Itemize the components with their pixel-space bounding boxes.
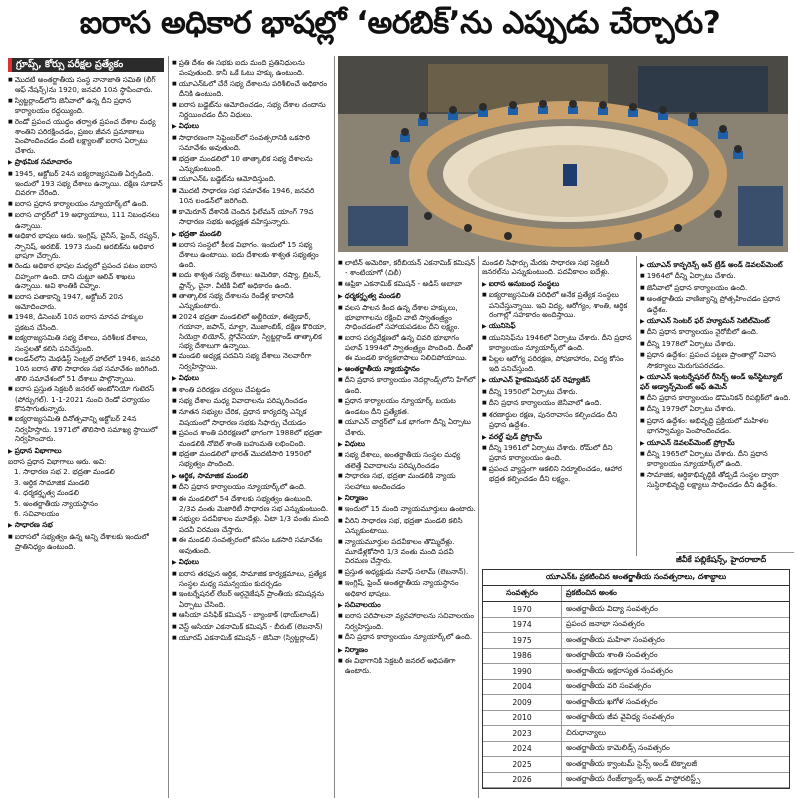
paragraph: ■ ఆఫ్రికా ఎకనామిక్ కమిషన్ - అడిస్ అబాబా [338, 279, 476, 289]
paragraph: ■ ఐక్యరాజ్యసమితి సభ్య దేశాలు, పరిశీలక దేశాలు, సంస్థలతో కలిసి పనిచేస్తుంది. [8, 333, 164, 353]
subheading: ▶ అంతర్జాతీయ న్యాయస్థానం [338, 364, 476, 374]
table-cell-year: 2024 [483, 741, 562, 757]
column-5 [640, 258, 792, 550]
paragraph: ■ సభ్యుల పదవీకాలం మూడేళ్లు. ఏటా 1/3 వంతు మంది పదవీ విరమణ చేస్తారు. [172, 514, 330, 534]
column-rule [636, 256, 637, 556]
paragraph: ■ ఇంటర్నేషనల్ లేబర్ ఆర్గనైజేషన్ ప్రాంతీయ కమిషన్లను ఏర్పాటు చేసింది. [172, 589, 330, 609]
table-row [483, 648, 789, 664]
subheading: ▶ యునిసెఫ్ [482, 321, 632, 331]
table-row [483, 617, 789, 633]
paragraph: ■ సభ్య దేశాలు, అంతర్జాతీయ సంస్థల మధ్య తలెత్తే వివాదాలను పరిష్కరించడం [338, 450, 476, 470]
paragraph: ■ దీని ప్రధాన కార్యాలయం న్యూయార్క్‌లో ఉంది. [172, 482, 330, 492]
table-cell-year: 2004 [483, 679, 562, 695]
paragraph: ■ 1945, అక్టోబర్ 24న ఐక్యరాజ్యసమితి ఏర్పడింది. ఇందులో 193 సభ్య దేశాలు ఉన్నాయి. దక్షిణ సూడాన్ చివరగా చేరింది. [8, 169, 164, 198]
table-cell-theme: అంతర్జాతీయ క్వాంటమ్ సైన్స్ అండ్ టెక్నాలజీ [562, 757, 790, 773]
paragraph: ■ ఈ మండలిలో 54 దేశాలకు సభ్యత్వం ఉంటుంది. 2/3వ వంతు మెజారిటీ సాధారణ సభ ఎన్నుకుంటుంది. [172, 494, 330, 514]
table-cell-year: 1990 [483, 664, 562, 680]
table-header-year: సంవత్సరం [483, 586, 562, 602]
table-row [483, 679, 789, 695]
paragraph: ■ సాధారణ సభ, భద్రతా మండలికి న్యాయ సలహాలు అందించడం [338, 471, 476, 491]
column-rule [168, 56, 169, 798]
subheading: ▶ ధర్మకర్తృత్వ మండలి [338, 291, 476, 301]
paragraph: ■ జెనీవాలో ప్రధాన కార్యాలయం ఉంది. [640, 283, 792, 293]
paragraph: ■ సాధారణంగా సెప్టెంబర్‌లో సంవత్సరానికి ఒకసారి సమావేశం అవుతుంది. [172, 133, 330, 153]
table-row [483, 757, 789, 773]
paragraph: ■ ఐరాస సంస్థలో కీలక విభాగం. ఇందులో 15 సభ్య దేశాలు ఉంటాయి. ఐదు దేశాలకు శాశ్వత సభ్యత్వం ఉంది. [172, 240, 330, 269]
paragraph: ■ ఐరాస చార్టర్‌లో 19 అధ్యాయాలు, 111 నిబంధనలు ఉన్నాయి. [8, 210, 164, 230]
paragraph: ■ శాంతి పరిరక్షణ చర్యలు చేపట్టడం [172, 385, 330, 395]
paragraph: ■ అంతర్జాతీయ వాణిజ్యాన్ని ప్రోత్సహించడం ప్రధాన ఉద్దేశం. [640, 294, 792, 314]
table-row [483, 695, 789, 711]
paragraph: ■ దీని ప్రధాన కార్యాలయం నైరోబీలో ఉంది. [640, 327, 792, 337]
paragraph: ■ ఐదు శాశ్వత సభ్య దేశాలు: అమెరికా, రష్యా, బ్రిటన్, ఫ్రాన్స్, చైనా. వీటికి వీటో అధికారం ఉంది. [172, 270, 330, 290]
paragraph: ■ ప్రధాన ఉద్దేశం: అభివృద్ధి ప్రక్రియలో మహిళల భాగస్వామ్యం పెంపొందించడం. [640, 416, 792, 436]
paragraph: ■ సామాజిక, ఆర్థికాభివృద్ధికి తోడ్పడే సంస్థల ద్వారా సుస్థిరాభివృద్ధి లక్ష్యాలు సాధించడం దీని ఉద్దేశం. [640, 470, 792, 490]
paragraph: ■ స్విట్జర్లాండ్‌లోని జెనీవాలో ఉన్న దీని ప్రధాన కార్యాలయం రద్దయ్యింది. [8, 96, 164, 116]
subheading: ▶ విధులు [172, 373, 330, 383]
paragraph: ■ వలస పాలన కింద ఉన్న దేశాల హక్కులు, భూభాగాలను రక్షించి వాటి స్వాతంత్ర్యం సాధించడంలో సహాయపడటం దీని లక్ష్యం. [338, 303, 476, 332]
paragraph: ■ ఐక్యరాజ్యసమితి దినోత్సవాన్ని అక్టోబర్ 24న నిర్వహిస్తారు. 1971లో తొలిసారి సమాఖ్య స్థాయిలో నిర్వహించారు. [8, 414, 164, 443]
paragraph: 5. అంతర్జాతీయ న్యాయస్థానం [14, 498, 98, 508]
paragraph: 1. సాధారణ సభ 2. భద్రతా మండలి [14, 467, 115, 477]
table-cell-theme: అంతర్జాతీయ అక్షరాస్యత సంవత్సరం [562, 664, 790, 680]
table-row [483, 664, 789, 680]
paragraph: ■ యూఎన్ఓ బడ్జెట్‌ను ఆమోదిస్తుంది. [172, 174, 330, 184]
paragraph: ■ దీని ప్రధాన కార్యాలయం డొమినికన్ రిపబ్లిక్‌లో ఉంది. [640, 393, 792, 403]
paragraph: ■ ప్రధాన ఉద్దేశం: ప్రపంచ పట్టణ ప్రాంతాల్లో నివాస సౌకర్యాలు మెరుగుపరచడం. [640, 350, 792, 370]
subheading: ▶ యూఎన్ కాన్ఫరెన్స్ ఆన్ ట్రేడ్ అండ్ డెవలప్‌మెంట్ [640, 260, 792, 270]
table-row [483, 741, 789, 757]
subheading: ▶ వరల్డ్ ఫుడ్ ప్రోగ్రామ్ [482, 432, 632, 442]
table-cell-year: 2009 [483, 695, 562, 711]
paragraph: ■ దీని ప్రధాన కార్యాలయం న్యూయార్క్‌లో ఉంది. [338, 632, 476, 642]
paragraph: ■ నూతన సభ్యుల చేరిక, ప్రధాన కార్యదర్శి ఎన్నిక విషయంలో సాధారణ సభకు సిఫార్సు చేయడం [172, 407, 330, 427]
table-cell-year: 2023 [483, 726, 562, 742]
subheading: ▶ యూఎన్ సెంటర్ ఫర్ హ్యూమన్ సెటిల్‌మెంట్ [640, 316, 792, 326]
paragraph: ■ ఐరాసలో సభ్యత్వం ఉన్న అన్ని దేశాలకు ఇందులో ప్రాతినిధ్యం ఉంటుంది. [8, 532, 164, 552]
paragraph: ■ మండలి అధ్యక్ష పదవిని సభ్య దేశాలు నెలవారీగా నిర్వహిస్తాయి. [172, 351, 330, 371]
table-cell-theme: చిరుధాన్యాలు [562, 726, 790, 742]
paragraph: ■ రెండో ప్రపంచ యుద్ధం తర్వాత ప్రపంచ దేశాల మధ్య శాంతిని పరిరక్షించడం, ప్రజల జీవన ప్రమాణాలు పెంపొందించడం వంటి లక్ష్యాలతో ఐరాస ఏర్పాటు చేశారు. [8, 117, 164, 156]
table-cell-theme: అంతర్జాతీయ జీవ వైవిధ్య సంవత్సరం [562, 710, 790, 726]
international-years-table [482, 569, 790, 789]
table-cell-year: 2026 [483, 772, 562, 788]
table-cell-year: 2025 [483, 757, 562, 773]
paragraph: ■ దీని ప్రధాన కార్యాలయం నెదర్లాండ్స్‌లోని హేగ్‌లో ఉంది. [338, 375, 476, 395]
table-cell-theme: అంతర్జాతీయ వరి సంవత్సరం [562, 679, 790, 695]
paragraph: ■ దీన్ని 1961లో ఏర్పాటు చేశారు. రోమ్‌లో దీని ప్రధాన కార్యాలయం ఉంది. [482, 443, 632, 463]
subheading: ▶ యూఎన్ ఇంటర్నేషనల్ రీసెర్చ్ అండ్ ఇన్‌స్టిట్యూట్ ఫర్ అడ్వాన్స్‌మెంట్ ఆఫ్ ఉమెన్ [640, 372, 792, 392]
table-caption: యూఎన్ఓ ప్రకటించిన అంతర్జాతీయ సంవత్సరాలు, దశాబ్దాలు [483, 570, 789, 586]
table-cell-theme: అంతర్జాతీయ ఖగోళ సంవత్సరం [562, 695, 790, 711]
table-row [483, 710, 789, 726]
subheading: ▶ సచివాలయం [338, 600, 476, 610]
subheading: ▶ నిర్మాణం [338, 493, 476, 503]
paragraph: ■ భద్రతా మండలిలో భారత్ మొదటిసారి 1950లో సభ్యత్వం పొందింది. [172, 449, 330, 469]
paragraph: ■ రెండు అధికార భాషల మధ్యలో ప్రపంచ పటం ఐరాస చిహ్నంగా ఉంది. దాని చుట్టూ ఆలివ్ శాఖలు ఉన్నాయి. అవి శాంతికి చిహ్నం. [8, 261, 164, 290]
table-cell-theme: అంతర్జాతీయ శాంతి సంవత్సరం [562, 648, 790, 664]
table-cell-year: 1970 [483, 602, 562, 618]
table-row [483, 772, 789, 788]
subheading: ▶ యూఎన్ డెవలప్‌మెంట్ ప్రోగ్రామ్ [640, 438, 792, 448]
paragraph: ■ ప్రపంచ వ్యాప్తంగా ఆకలిని నిర్మూలించడం, ఆహార భద్రత కల్పించడం దీని లక్ష్యం. [482, 464, 632, 484]
paragraph: ■ ఇంగ్లిష్, ఫ్రెంచ్ అంతర్జాతీయ న్యాయస్థానం అధికార భాషలు. [338, 578, 476, 598]
paragraph: ఐరాస ప్రధాన విభాగాలు ఆరు. అవి: [8, 457, 107, 467]
paragraph: ■ యూరప్ ఎకనామిక్ కమిషన్ - జెనీవా (స్విట్జర్లాండ్) [172, 633, 330, 643]
paragraph: ■ వీరిని సాధారణ సభ, భద్రతా మండలి కలిసి ఎన్నుకుంటాయి. [338, 516, 476, 536]
subheading: ▶ ప్రధాన విభాగాలు [8, 446, 164, 456]
paragraph: ■ దీన్ని 1978లో ఏర్పాటు చేశారు. [640, 339, 792, 349]
paragraph: ■ యూఎన్ చార్టర్‌లో ఒక భాగంగా దీన్ని ఏర్పాటు చేశారు. [338, 417, 476, 437]
paragraph: 3. ఆర్థిక సామాజిక మండలి [14, 477, 90, 487]
subheading: ▶ యూఎన్ హైకమిషనర్ ఫర్ రెఫ్యూజీస్ [482, 375, 632, 385]
paragraph: ■ 1964లో దీన్ని ఏర్పాటు చేశారు. [640, 271, 792, 281]
subheading: ▶ భద్రతా మండలి [172, 229, 330, 239]
paragraph: ■ ఐరాస తరఫున ఆర్థిక, సామాజిక కార్యక్రమాలు, ప్రత్యేక సంస్థల మధ్య సమన్వయం కుదర్చడం [172, 569, 330, 589]
paragraph: ■ న్యాయమూర్తుల పదవీకాలం తొమ్మిదేళ్లు. మూడేళ్లకోసారి 1/3 వంతు మంది పదవీ విరమణ చేస్తారు. [338, 537, 476, 566]
column-rule [478, 256, 479, 798]
table-header-theme: ప్రకటించిన అంశం [562, 586, 790, 602]
paragraph: ■ ప్రధాన కార్యాలయం న్యూయార్క్ బయట ఉండటం దీని ప్రత్యేకత. [338, 396, 476, 416]
column-3 [338, 258, 476, 798]
paragraph: ■ ఐరాస ప్రస్తుత సెక్రటరీ జనరల్ ఆంటోనియో గుటెరస్ (పోర్చుగల్). 1-1-2021 నుంచి రెండో పర్యాయం కొనసాగుతున్నారు. [8, 384, 164, 413]
column-2 [172, 58, 330, 798]
paragraph: ■ కామెరూన్ దేశానికి చెందిన ఫిలేమన్ యాంగ్ 79వ సాధారణ సభకు అధ్యక్షత వహిస్తున్నారు. [172, 207, 330, 227]
paragraph: ■ మొదటి సాధారణ సభ సమావేశం 1946, జనవరి 10న లండన్‌లో జరిగింది. [172, 186, 330, 206]
paragraph: ■ పిల్లల ఆరోగ్య పరిరక్షణ, పోషకాహారం, విద్య కోసం ఇది పనిచేస్తుంది. [482, 354, 632, 374]
paragraph: ■ దీన్ని 1965లో ఏర్పాటు చేశారు. దీని ప్రధాన కార్యాలయం న్యూయార్క్‌లో ఉంది. [640, 449, 792, 469]
paragraph: ■ ఐరాస పర్యవేక్షణలో ఉన్న చివరి భూభాగం పలావ్ 1994లో స్వాతంత్ర్యం పొందింది. దీంతో ఈ మండలి కార్యకలాపాలు నిలిచిపోయాయి. [338, 333, 476, 362]
table-cell-theme: అంతర్జాతీయ విద్యా సంవత్సరం [562, 602, 790, 618]
column-1 [8, 58, 164, 798]
table-cell-year: 1975 [483, 633, 562, 649]
paragraph: ■ తాత్కాలిక సభ్య దేశాలను రెండేళ్ల కాలానికి ఎన్నుకుంటారు. [172, 291, 330, 311]
subheading: ▶ ఐరాస అనుబంధ సంస్థలు [482, 279, 632, 289]
subheading: ▶ సాధారణ సభ [8, 520, 164, 530]
table-cell-theme: అంతర్జాతీయ రేంజ్‌ల్యాండ్స్ అండ్ పాస్టోరలిస్ట్స్ [562, 772, 790, 788]
paragraph: ■ ఐరాస ప్రధాన కార్యాలయం న్యూయార్క్‌లో ఉంది. [8, 199, 164, 209]
paragraph: ■ ఈ మండలి సంవత్సరంలో కనీసం ఒకసారి సమావేశం అవుతుంది. [172, 535, 330, 555]
subheading: ▶ ప్రాథమిక సమాచారం [8, 157, 164, 167]
subheading: ▶ ఆర్థిక, సామాజిక మండలి [172, 471, 330, 481]
paragraph: ■ ఐక్యరాజ్యసమితి పరిధిలో అనేక ప్రత్యేక సంస్థలు పనిచేస్తున్నాయి. ఇవి విద్య, ఆరోగ్యం, శాంతి, ఆర్థిక రంగాల్లో సహకారం అందిస్తాయి. [482, 290, 632, 319]
paragraph: ■ భద్రతా మండలిలో 10 తాత్కాలిక సభ్య దేశాలను ఎన్నుకుంటుంది. [172, 154, 330, 174]
paragraph: ■ శరణార్థుల రక్షణ, పునరావాసం కల్పించడం దీని ప్రధాన ఉద్దేశం. [482, 410, 632, 430]
table-row [483, 602, 789, 618]
paragraph: ■ వెస్ట్ ఆసియా ఎకనామిక్ కమిషన్ - బీరుట్ (లెబనాన్) [172, 622, 330, 632]
headline: ఐరాస అధికార భాషల్లో ‘అరబిక్’ను ఎప్పుడు చేర్చారు? [79, 4, 721, 41]
un-security-council-photo [338, 56, 788, 252]
table-cell-theme: అంతర్జాతీయ కామెలిడ్స్ సంవత్సరం [562, 741, 790, 757]
paragraph: 6. సచివాలయం [14, 509, 60, 519]
column-rule [334, 56, 335, 798]
table-cell-year: 1986 [483, 648, 562, 664]
paragraph: ■ ఈ విభాగానికి సెక్రటరీ జనరల్ అధిపతిగా ఉంటారు. [338, 656, 476, 676]
subheading: ▶ విధులు [172, 121, 330, 131]
subheading: ▶ నిర్మాణం [338, 645, 476, 655]
paragraph: మండలి సిఫార్సు మేరకు సాధారణ సభ సెక్రటరీ జనరల్‌ను ఎన్నుకుంటుంది. పదవీకాలం ఐదేళ్లు. [482, 258, 610, 277]
council-chamber-illustration [338, 56, 788, 252]
paragraph: ■ యునిసెఫ్‌ను 1946లో ఏర్పాటు చేశారు. దీని ప్రధాన కార్యాలయం న్యూయార్క్‌లో ఉంది. [482, 333, 632, 353]
paragraph: ■ అధికార భాషలు ఆరు. ఇంగ్లిష్, చైనీస్, ఫ్రెంచ్, రష్యన్, స్పానిష్, అరబిక్. 1973 నుంచి అరబిక్‌ను అధికార భాషగా చేర్చారు. [8, 231, 164, 260]
paragraph: ■ దీన్ని 1950లో ఏర్పాటు చేశారు. [482, 387, 632, 397]
paragraph: ■ ప్రతి దేశం ఈ సభకు ఐదు మంది ప్రతినిధులను పంపుతుంది. కానీ ఒకే ఓటు హక్కు ఉంటుంది. [172, 58, 330, 78]
paragraph: ■ యూఎన్ఓలో చేరే సభ్య దేశాలను పరిశీలించే అధికారం దీనికి ఉంటుంది. [172, 79, 330, 99]
paragraph: ■ దీన్ని 1979లో ఏర్పాటు చేశారు. [640, 404, 792, 414]
paragraph: ■ ఐరాస బడ్జెట్‌ను ఆమోదించడం, సభ్య దేశాల చందాను నిర్ణయించడం దీని విధులు. [172, 100, 330, 120]
paragraph: ■ లండన్‌లోని మెథడిస్ట్ సెంట్రల్ హాల్‌లో 1946, జనవరి 10న ఐరాస తొలి సాధారణ సభ సమావేశం జరిగింది. తొలి సమావేశంలో 51 దేశాలు పాల్గొన్నాయి. [8, 354, 164, 383]
table-row [483, 726, 789, 742]
subheading: ▶ విధులు [172, 557, 330, 567]
table-cell-theme: అంతర్జాతీయ మహిళా సంవత్సరం [562, 633, 790, 649]
table-cell-year: 2010 [483, 710, 562, 726]
table-cell-year: 1974 [483, 617, 562, 633]
paragraph: ■ ఆసియా పసిఫిక్ కమిషన్ - బ్యాంకాక్ (థాయ్‌లాండ్) [172, 610, 330, 620]
paragraph: ■ లాటిన్ అమెరికా, కరీబియన్ ఎకనామిక్ కమిషన్ - శాంటియాగో (చిలీ) [338, 258, 476, 278]
paragraph: ■ సభ్య దేశాల మధ్య వివాదాలను పరిష్కరించడం [172, 396, 330, 406]
section-title: గ్రూప్స్, కోర్సు పరీక్షల ప్రత్యేకం [8, 58, 164, 72]
paragraph: ■ 2024 భద్రతా మండలిలో అల్జీరియా, ఈక్వెడార్, గయానా, జపాన్, మాల్టా, మొజాంబిక్, దక్షిణ కొరియా, సియెర్రా లియోన్, స్లోవేనియా, స్విట్జర్లాండ్ తాత్కాలిక సభ్య దేశాలుగా ఉన్నాయి. [172, 312, 330, 351]
paragraph: ■ ఐరాస పరిపాలనా వ్యవహారాలను సచివాలయం నిర్వహిస్తుంది. [338, 611, 476, 631]
table-cell-theme: ప్రపంచ జనాభా సంవత్సరం [562, 617, 790, 633]
paragraph: ■ దీని ప్రధాన కార్యాలయం జెనీవాలో ఉంది. [482, 398, 632, 408]
paragraph: ■ 1948, డిసెంబర్ 10న ఐరాస మానవ హక్కుల ప్రకటన చేసింది. [8, 312, 164, 332]
column-4 [482, 258, 632, 554]
paragraph: ■ ఇందులో 15 మంది న్యాయమూర్తులు ఉంటారు. [338, 504, 476, 514]
paragraph: ■ ప్రస్తుత అధ్యక్షుడు నవాఫ్ సలామ్ (లెబనాన్). [338, 567, 476, 577]
table-row [483, 633, 789, 649]
paragraph: ■ ప్రపంచ శాంతి పరిరక్షణలో భాగంగా 1988లో భద్రతా మండలికి నోబెల్ శాంతి బహుమతి లభించింది. [172, 428, 330, 448]
subheading: ▶ విధులు [338, 439, 476, 449]
paragraph: 4. ధర్మకర్తృత్వ మండలి [14, 488, 79, 498]
byline: జీవీకే పబ్లికేషన్స్, హైదరాబాద్ [676, 552, 794, 566]
paragraph: ■ మొదటి అంతర్జాతీయ సంస్థ నానాజాతి సమితి (లీగ్ ఆఫ్ నేషన్స్)ను 1920, జనవరి 10న స్థాపించారు. [8, 75, 164, 95]
paragraph: ■ ఐరాస పతాకాన్ని 1947, అక్టోబర్ 20న ఆమోదించారు. [8, 292, 164, 312]
